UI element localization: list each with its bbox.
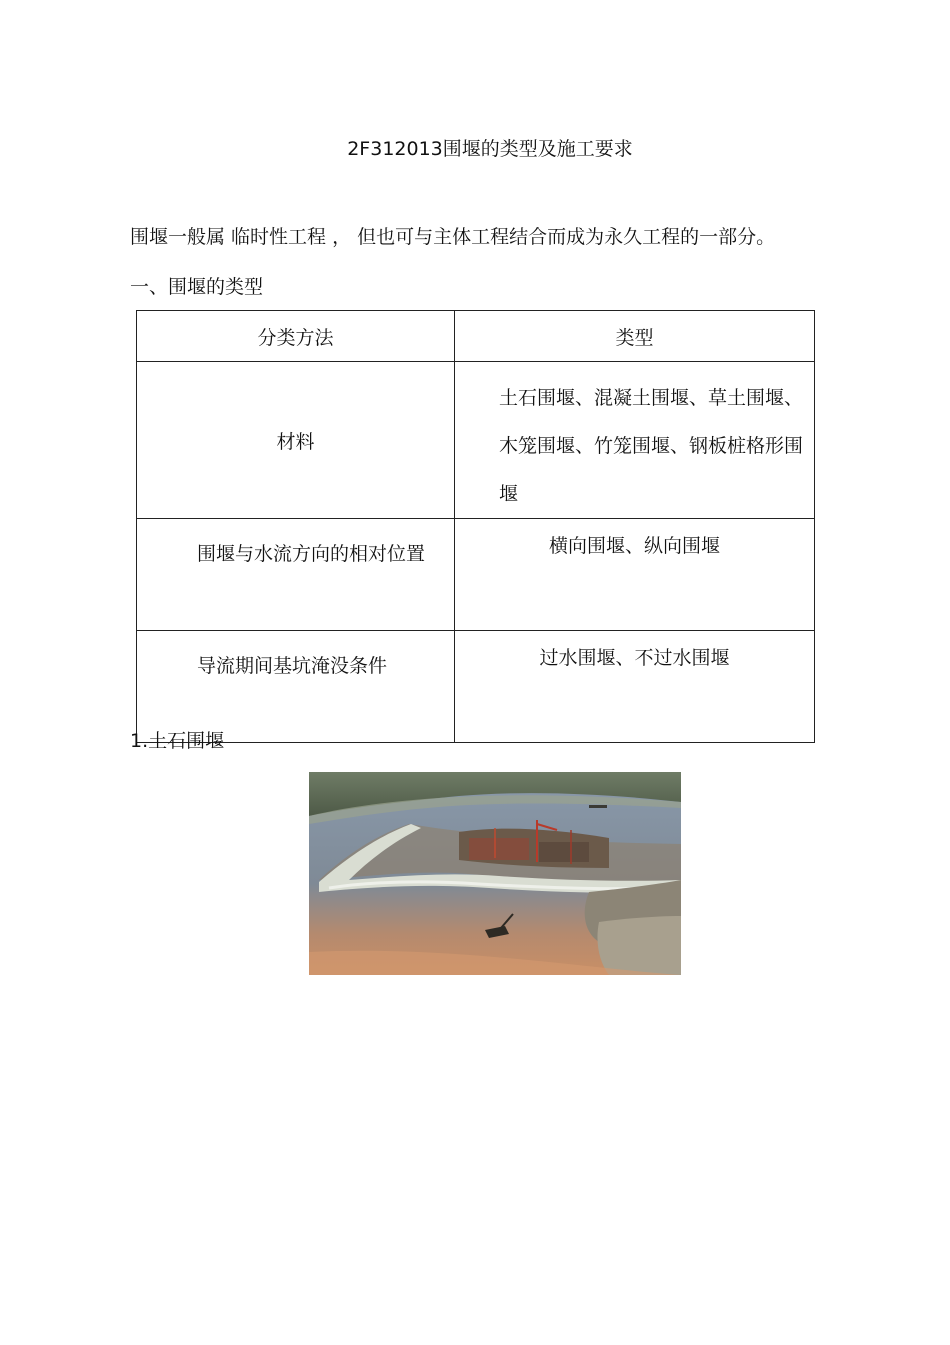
table-row — [137, 631, 815, 743]
cofferdam-types-table — [136, 310, 815, 743]
cofferdam-photo — [309, 772, 681, 975]
page-title: 2F312013围堰的类型及施工要求 — [347, 138, 633, 160]
table-cell-types: 过水围堰、不过水围堰 — [455, 631, 815, 743]
section-heading: 一、围堰的类型 — [130, 276, 264, 298]
table-cell-method: 材料 — [137, 362, 455, 519]
table-cell-method: 围堰与水流方向的相对位置 — [137, 519, 455, 631]
table-header-types: 类型 — [455, 311, 815, 362]
table-cell-types: 横向围堰、纵向围堰 — [455, 519, 815, 631]
subheading-earth-rock-cofferdam: 1.土石围堰 — [130, 730, 225, 752]
intro-paragraph: 围堰一般属 临时性工程 ， 但也可与主体工程结合而成为永久工程的一部分。 — [130, 226, 776, 248]
table-row — [137, 362, 815, 519]
table-row — [137, 519, 815, 631]
table-cell-types: 土石围堰、混凝土围堰、草土围堰、 木笼围堰、竹笼围堰、钢板桩格形围堰 — [455, 362, 815, 519]
table-header-method: 分类方法 — [137, 311, 455, 362]
table-header-row — [137, 311, 815, 362]
table-cell-method: 导流期间基坑淹没条件 — [137, 631, 455, 743]
